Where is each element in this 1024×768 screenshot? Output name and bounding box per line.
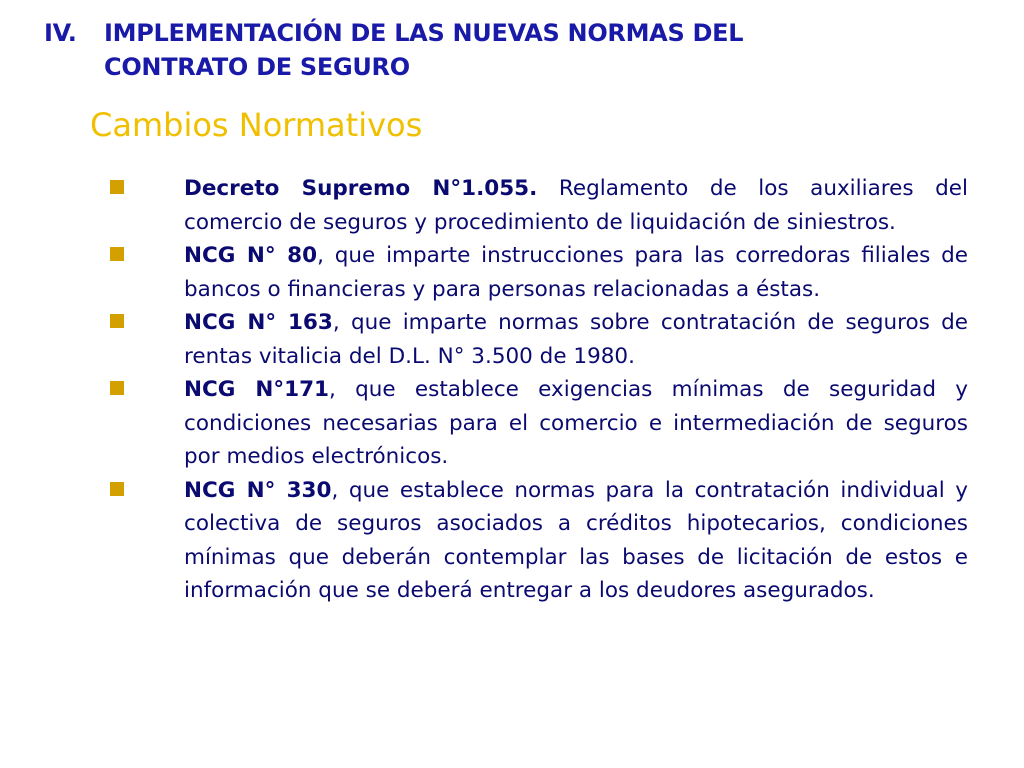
list-item-text xyxy=(184,239,968,306)
list-item xyxy=(0,474,1024,608)
item-description: , que imparte instrucciones para las corredoras filiales de bancos o financieras y para personas relacionadas a éstas. xyxy=(184,243,968,302)
item-description: , que establece normas para la contratación individual y colectiva de seguros asociados a créditos hipotecarios, condiciones mínimas que deberán contemplar las bases de licitación de estos e información que se deberá entregar a los deudores asegurados. xyxy=(184,477,968,603)
item-description: , que establece exigencias mínimas de seguridad y condiciones necesarias para el comercio e intermediación de seguros por medios electrónicos. xyxy=(184,377,968,469)
list-item-text xyxy=(184,172,968,239)
item-description: Reglamento de los auxiliares del comercio de seguros y procedimiento de liquidación de siniestros. xyxy=(184,176,968,235)
list-item xyxy=(0,239,1024,306)
square-bullet-icon xyxy=(110,482,124,496)
item-title: NCG N° 330 xyxy=(184,477,332,503)
list-item xyxy=(0,306,1024,373)
square-bullet-icon xyxy=(110,381,124,395)
square-bullet-icon xyxy=(110,180,124,194)
subtitle: Cambios Normativos xyxy=(90,106,423,144)
list-item xyxy=(0,373,1024,474)
list-item-text xyxy=(184,373,968,474)
section-title-line-2: CONTRATO DE SEGURO xyxy=(104,53,410,81)
item-title: NCG N° 163 xyxy=(184,310,333,335)
item-description: , que imparte normas sobre contratación de seguros de rentas vitalicia del D.L. N° 3.500 de 1980. xyxy=(184,310,969,369)
section-number: IV. xyxy=(44,19,77,47)
item-title: NCG N°171 xyxy=(184,377,329,402)
list-item xyxy=(0,172,1024,239)
section-heading xyxy=(44,16,743,84)
list-item-text xyxy=(184,474,968,608)
item-title: NCG N° 80 xyxy=(184,243,318,268)
list-item-text xyxy=(184,306,968,373)
square-bullet-icon xyxy=(110,247,124,261)
item-title: Decreto Supremo N°1.055. xyxy=(184,176,538,201)
bullet-list xyxy=(0,172,1024,608)
section-title-line-1: IMPLEMENTACIÓN DE LAS NUEVAS NORMAS DEL xyxy=(104,19,744,47)
square-bullet-icon xyxy=(110,314,124,328)
